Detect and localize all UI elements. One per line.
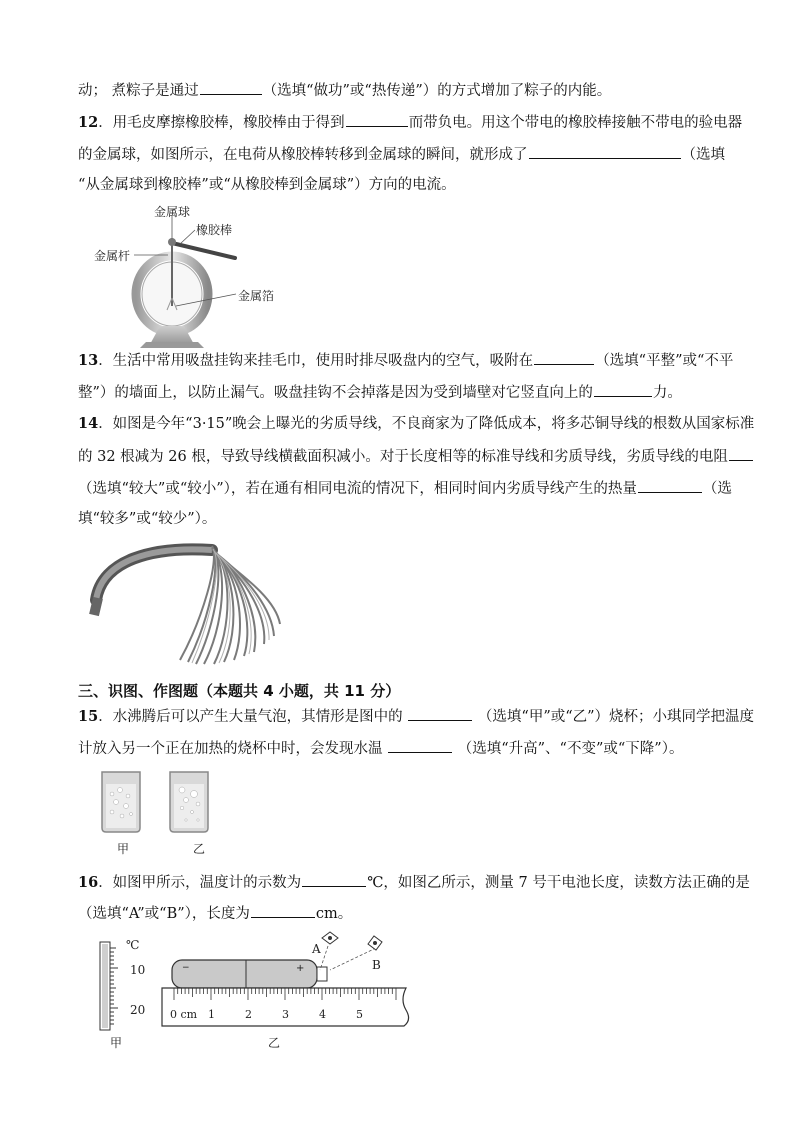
question-number: 12 <box>78 114 99 131</box>
q14-line-2: 的 32 根减为 26 根，导致导线横截面积减小。对于长度相等的标准导线和劣质导线，劣质导线的电阻 <box>78 446 754 467</box>
electroscope-drawing <box>90 198 290 348</box>
ruler-label: 5 <box>356 1008 363 1021</box>
question-number: 14 <box>78 415 99 432</box>
label-metal-foil: 金属箔 <box>238 289 275 303</box>
q14-line-3: （选填“较大”或“较小”），若在通有相同电流的情况下，相同时间内劣质导线产生的热量 （选 <box>78 478 732 499</box>
label-rubber-rod: 橡胶棒 <box>196 223 233 237</box>
beaker-jia <box>102 772 140 832</box>
q14-line-1: 14．如图是今年“3·15”晚会上曝光的劣质导线，不良商家为了降低成本，将多芯铜导线的根数从国家标准 <box>78 415 755 432</box>
answer-blank[interactable] <box>638 478 702 493</box>
q14-line-4: 填“较多”或“较少”）。 <box>78 511 217 527</box>
battery-plus: + <box>296 963 305 974</box>
answer-blank[interactable] <box>302 872 366 887</box>
eye-label-b: B <box>372 958 381 972</box>
answer-blank[interactable] <box>534 350 594 365</box>
beaker-yi <box>170 772 208 832</box>
thermometer-unit: ℃ <box>126 938 140 952</box>
label-yi: 乙 <box>268 1036 281 1050</box>
ruler-label: 3 <box>282 1008 289 1021</box>
question-number: 15 <box>78 708 99 725</box>
label-metal-pole: 金属杆 <box>94 249 131 263</box>
q15-line-2: 计放入另一个正在加热的烧杯中时，会发现水温 （选填“升高”、“不变”或“下降”）。 <box>78 738 683 759</box>
q12-line-1: 12．用毛皮摩擦橡胶棒，橡胶棒由于得到 而带负电。用这个带电的橡胶棒接触不带电的验电器 <box>78 114 743 131</box>
q13-line-1: 13．生活中常用吸盘挂钩来挂毛巾，使用时排尽吸盘内的空气，吸附在 （选填“平整”或“不平 <box>78 352 734 369</box>
beakers-figure <box>98 770 218 834</box>
ruler-label: 2 <box>245 1008 252 1021</box>
copper-wire-photo <box>92 540 282 670</box>
q12-line-3: “从金属球到橡胶棒”或“从橡胶棒到金属球”）方向的电流。 <box>78 177 456 193</box>
electroscope-figure <box>90 198 290 348</box>
answer-blank[interactable] <box>346 112 408 127</box>
label-yi: 乙 <box>193 842 206 856</box>
q15-line-1: 15．水沸腾后可以产生大量气泡，其情形是图中的 （选填“甲”或“乙”）烧杯；小琪同学把温度 <box>78 708 755 725</box>
thermometer-figure <box>96 940 136 1032</box>
question-number: 16 <box>78 874 99 891</box>
q13-line-2: 整”）的墙面上，以防止漏气。吸盘挂钩不会掉落是因为受到墙壁对它竖直向上的 力。 <box>78 382 682 403</box>
answer-blank[interactable] <box>594 382 652 397</box>
thermometer-tick-20: 20 <box>130 1003 146 1017</box>
label-jia: 甲 <box>117 842 130 856</box>
q11-continuation: 动； 煮粽子是通过 （选填“做功”或“热传递”）的方式增加了粽子的内能。 <box>78 80 611 101</box>
label-metal-ball: 金属球 <box>154 205 191 219</box>
section-heading: 三、识图、作图题（本题共 4 小题，共 11 分） <box>78 682 401 700</box>
q16-line-1: 16．如图甲所示，温度计的示数为 ℃，如图乙所示，测量 7 号干电池长度，读数方法正确的是 <box>78 874 750 891</box>
battery-minus: − <box>182 963 190 973</box>
ruler-label: 0 cm <box>170 1008 198 1021</box>
answer-blank[interactable] <box>251 903 315 918</box>
answer-blank[interactable] <box>408 706 472 721</box>
thermometer-tick-10: 10 <box>130 963 146 977</box>
eye-label-a: A <box>312 942 321 956</box>
answer-blank[interactable] <box>388 738 452 753</box>
sight-line-a <box>320 946 328 970</box>
answer-blank[interactable] <box>529 144 681 159</box>
label-jia: 甲 <box>110 1036 123 1050</box>
answer-blank[interactable] <box>200 80 262 95</box>
question-number: 13 <box>78 352 99 369</box>
ruler-label: 4 <box>319 1008 326 1021</box>
ruler-label: 1 <box>208 1008 215 1021</box>
sight-line-b <box>330 948 376 970</box>
q16-line-2: （选填“A”或“B”），长度为 cm。 <box>78 903 352 924</box>
q12-line-2: 的金属球，如图所示，在电荷从橡胶棒转移到金属球的瞬间，就形成了 （选填 <box>78 144 725 165</box>
answer-blank[interactable] <box>729 446 753 461</box>
